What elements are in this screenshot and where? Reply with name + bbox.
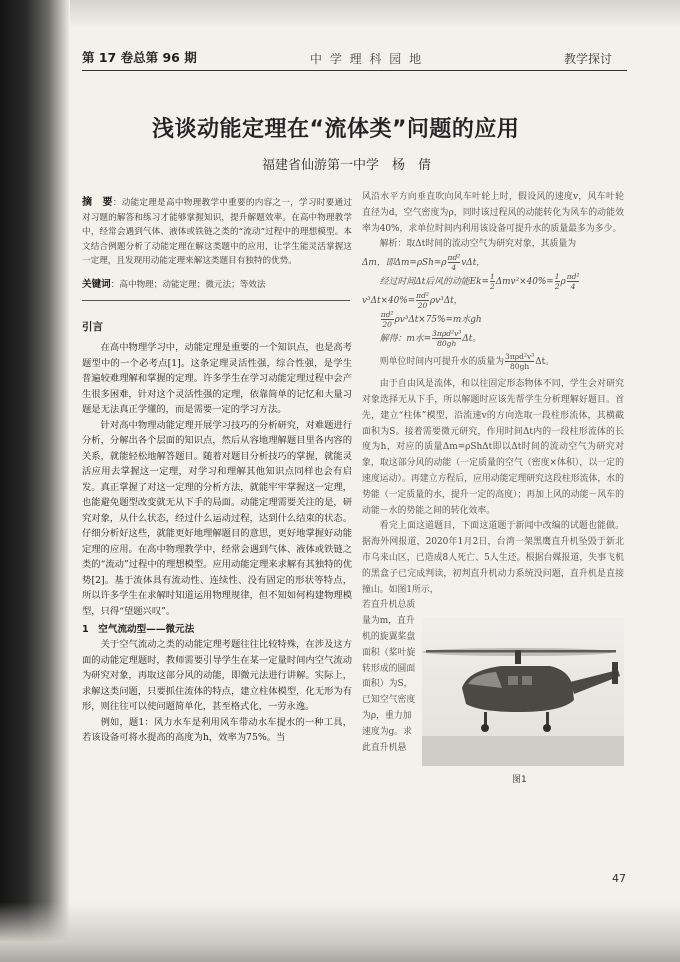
equation-kinetic-energy: 经过时间Δt后风的动能Ek= $\frac{1}{2}$ Δmv²×40%= $\frac{1}{2}$ ρ $\frac{\text{πd²}}{4}$: [379, 272, 580, 292]
example-2-paragraph: 看完上面这道题目，下面这道题于新闻中改编的试题也能做。据海外网报道，2020年1月2日，台湾一架黑鹰直升机坠毁于新北市乌来山区，已造成8人死亡、5人生还。根据台媒报道，失事飞机的黑盒子已完成判读，初判直升机动力系统没问题，直升机是直接撞山。如图1所示，: [362, 521, 624, 595]
equation-kinetic-energy-cont: v³Δt×40%= $\frac{\text{πd²}}{20}$ ρv³Δt，: [362, 291, 463, 311]
intro-paragraph: 在高中物理学习中，动能定理是重要的一个知识点，也是高考题型中的一个必考点[1]。这条定理灵活性强，综合性强，是学生普遍较难理解和掌握的定理。许多学生在学习动能定理过程中会产生很多困难，针对这个灵活性强的定理，依靠简单的记忆和大量习题是无法真正学懂的，而是需要一定的学习方法。: [82, 342, 352, 416]
fraction: $\frac{\text{πd²}}{4}$: [447, 253, 461, 273]
figure-caption: 图1: [512, 775, 527, 786]
section-1-paragraph: 例如，题1：风力水车是利用风车带动水车提水的一种工具，若该设备可将水提高的高度为h，效率为75%。当: [82, 716, 352, 744]
abstract-text: ：动能定理是高中物理教学中重要的内容之一，学习时要通过对习题的解答和练习才能够掌握知识，提升解题效率。在高中物理教学中，经常会遇到气体、液体或铁链之类的“流动”过程中的理想模型。本文结合例题分析了动能定理在解这类题中的应用，让学生能灵活掌握这一定理，且发现用动能定理来解这类题目有独特的优势。: [82, 198, 352, 267]
article-author: 福建省仙游第一中学 杨 倩: [262, 158, 432, 173]
article-title: 浅谈动能定理在“流体类”问题的应用: [152, 117, 520, 142]
fraction: $\frac{\text{πd²}}{20}$: [416, 291, 429, 311]
solution-intro: 解析：取Δt时间的流动空气为研究对象，其质量为: [379, 239, 577, 250]
scan-shadow-left: [0, 0, 70, 962]
analysis-paragraph: 由于自由风是流体，和以往固定形态物体不同，学生会对研究对象选择无从下手，所以解题时应该先帮学生分析理解好题目。首先，建立“柱体”模型，沿流速v的方向选取一段柱形流体，其横截面积为S。接着需要微元研究，作用时间Δt内的一段柱形流体的长度为h，对应的质量Δm=ρShΔt即以Δt时间的流动空气为研究对象，取这部分风的动能（一定质量的空气（密度×体积），以一定的速度运动）。再建立方程后，应用动能定理研究这段柱形流体，水的势能（一定质量的水，提升一定的高度）；再加上风的动能－风车的动能－水的势能之间的转化效率。: [362, 379, 624, 516]
keywords-text: ：高中物理；动能定理；微元法；等效法: [110, 279, 266, 290]
page-number: 47: [612, 872, 626, 885]
section-1-paragraph: 关于空气流动之类的动能定理考题往往比较特殊，在涉及这方面的动能定理题时，教师需要引导学生在某一定量时间内空气流动为研究对象，再取这部分风的动能，即微元法进行讲解。实际上，求解这类问题，只要抓住流体的特点，建立柱体模型，化无形为有形，则往往可以使问题简单化，甚至格式化，一劳永逸。: [82, 639, 352, 713]
equation-result: 则单位时间内可提升水的质量为 $\frac{\text{3πρd²v³}}{80gh}$ Δt。: [379, 352, 555, 372]
intro-heading: 引言: [82, 321, 103, 334]
scan-shadow-bottom: [0, 902, 680, 962]
issue-number: 第 17 卷总第 96 期: [82, 50, 197, 65]
running-header: [82, 44, 642, 70]
keywords: [82, 278, 352, 292]
fraction: $\frac{\text{πd²}}{4}$: [566, 272, 580, 292]
right-column: [362, 190, 624, 794]
fraction: $\frac{\text{3πρd²v³}}{80gh}$: [505, 352, 535, 372]
section-1-heading: 1 空气流动型——微元法: [82, 624, 195, 636]
figure-side-text: 若直升机总质量为m，直升机的旋翼桨盘面积（桨叶旋转形成的圆面面积）为S，已知空气密度为ρ，重力加速度为g。求此直升机悬: [362, 600, 416, 753]
figure-block: [362, 598, 624, 794]
scan-shadow-top: [70, 0, 680, 28]
intro-paragraph: 针对高中物理动能定理开展学习技巧的分析研究，对难题进行分析，分解出各个层面的知识点，然后从容地理解题目里各内容的关系，就能轻松地解答题目。随着对题目分析技巧的掌握，就能灵活应用去掌握这一定理，对学习和理解其他知识点同样也会有启发。真正掌握了对这一定理的分析方法，就能牢牢掌握这一定理，也能避免题型改变就无从下手的局面。动能定理需要关注的是，研究对象，从什么状态，经过什么运动过程，达到什么结束的状态。仔细分析好这些，就能更好地理解题目的意思，更好地掌握好动能定理的应用。在高中物理教学中，经常会遇到气体、液体或铁链之类的“流动”过程中的理想模型。应用动能定理来求解有其独特的优势[2]。基于流体具有流动性、连续性、没有固定的形状等特点，所以许多学生在求解时知道运用物理规律，但不知如何构建物理模型，只得“望题兴叹”。: [82, 419, 352, 617]
problem-text: 风沿水平方向垂直吹向风车叶轮上时，假设风的速度v，风车叶轮直径为d，空气密度为ρ，同时该过程风的动能转化为风车的动能效率为40%，求单位时间内利用该设备可提升水的质量最多为多少。: [362, 192, 624, 234]
abstract-rule: [82, 300, 350, 301]
column-name: 教学探讨: [563, 52, 612, 66]
journal-name: 中 学 理 科 园 地: [310, 52, 424, 66]
fraction: $\frac{1}{2}$: [489, 272, 495, 292]
equation-mass: Δm，即Δm=ρSh=ρ $\frac{\text{πd²}}{4}$ vΔt，: [362, 253, 486, 273]
fraction: $\frac{\text{πd²}}{20}$: [380, 310, 394, 330]
left-column: [82, 190, 352, 746]
helicopter-figure: [422, 618, 624, 766]
equation-solution: 解得：m水= $\frac{\text{3πρd²v³}}{80gh}$ Δt。: [379, 329, 482, 349]
fraction: $\frac{1}{2}$: [554, 272, 560, 292]
abstract-label: 摘 要: [82, 197, 113, 208]
abstract: [82, 196, 352, 269]
fraction: $\frac{\text{3πρd²v³}}{80gh}$: [432, 329, 462, 349]
helicopter-icon: [422, 618, 624, 766]
equation-energy-balance: $\frac{\text{πd²}}{20}$ ρv³Δt×75%=m水gh: [380, 310, 482, 330]
keywords-label: 关键词: [82, 278, 111, 290]
header-rule: [82, 70, 627, 71]
